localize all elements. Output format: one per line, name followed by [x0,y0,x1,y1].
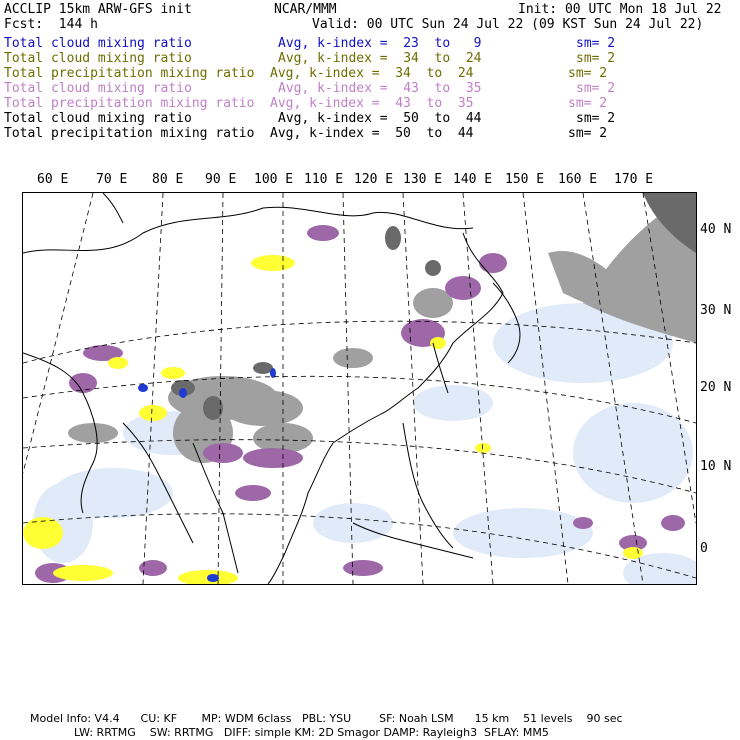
field-avg: Avg, k-index = 50 to 44 [278,111,482,126]
field-avg: Avg, k-index = 43 to 35 [270,96,474,111]
lon-label: 110 E [304,172,344,187]
lat-label: 0 [700,541,708,556]
field-avg: Avg, k-index = 34 to 24 [270,66,474,81]
org-label: NCAR/MMM [274,2,337,17]
forecast-map [22,192,697,585]
lat-label: 10 N [700,459,732,474]
lon-label: 120 E [354,172,394,187]
lon-label: 100 E [254,172,294,187]
field-sm: sm= 2 [576,51,616,66]
map-canvas [23,193,696,584]
field-name: Total cloud mixing ratio [4,81,192,96]
lon-label: 80 E [152,172,184,187]
lon-label: 90 E [205,172,237,187]
lon-label: 160 E [558,172,598,187]
cloud-fields [23,193,696,584]
lon-label: 150 E [505,172,545,187]
lon-label: 170 E [614,172,654,187]
field-avg: Avg, k-index = 50 to 44 [270,126,474,141]
model-info-line2: LW: RRTMG SW: RRTMG DIFF: simple KM: 2D Smagor DAMP: Rayleigh3 SFLAY: MM5 [74,726,549,739]
field-name: Total cloud mixing ratio [4,111,192,126]
field-avg: Avg, k-index = 23 to 9 [278,36,482,51]
model-title: ACCLIP 15km ARW-GFS init [4,2,192,17]
field-name: Total precipitation mixing ratio [4,126,255,141]
lon-label: 70 E [96,172,128,187]
field-name: Total precipitation mixing ratio [4,66,255,81]
field-avg: Avg, k-index = 34 to 24 [278,51,482,66]
field-sm: sm= 2 [576,81,616,96]
valid-time: Valid: 00 UTC Sun 24 Jul 22 (09 KST Sun 24 Jul 22) [312,17,704,32]
lon-label: 140 E [453,172,493,187]
field-sm: sm= 2 [576,36,616,51]
field-name: Total precipitation mixing ratio [4,96,255,111]
field-name: Total cloud mixing ratio [4,36,192,51]
lat-label: 20 N [700,380,732,395]
field-name: Total cloud mixing ratio [4,51,192,66]
model-info-line1: Model Info: V4.4 CU: KF MP: WDM 6class PBL: YSU SF: Noah LSM 15 km 51 levels 90 sec [30,712,623,725]
field-sm: sm= 2 [568,66,608,81]
lon-label: 130 E [403,172,443,187]
init-time: Init: 00 UTC Mon 18 Jul 22 [518,2,722,17]
lat-label: 40 N [700,222,732,237]
field-avg: Avg, k-index = 43 to 35 [278,81,482,96]
field-sm: sm= 2 [568,126,608,141]
lat-label: 30 N [700,303,732,318]
field-sm: sm= 2 [568,96,608,111]
forecast-hour: Fcst: 144 h [4,17,98,32]
field-sm: sm= 2 [576,111,616,126]
lon-label: 60 E [37,172,69,187]
